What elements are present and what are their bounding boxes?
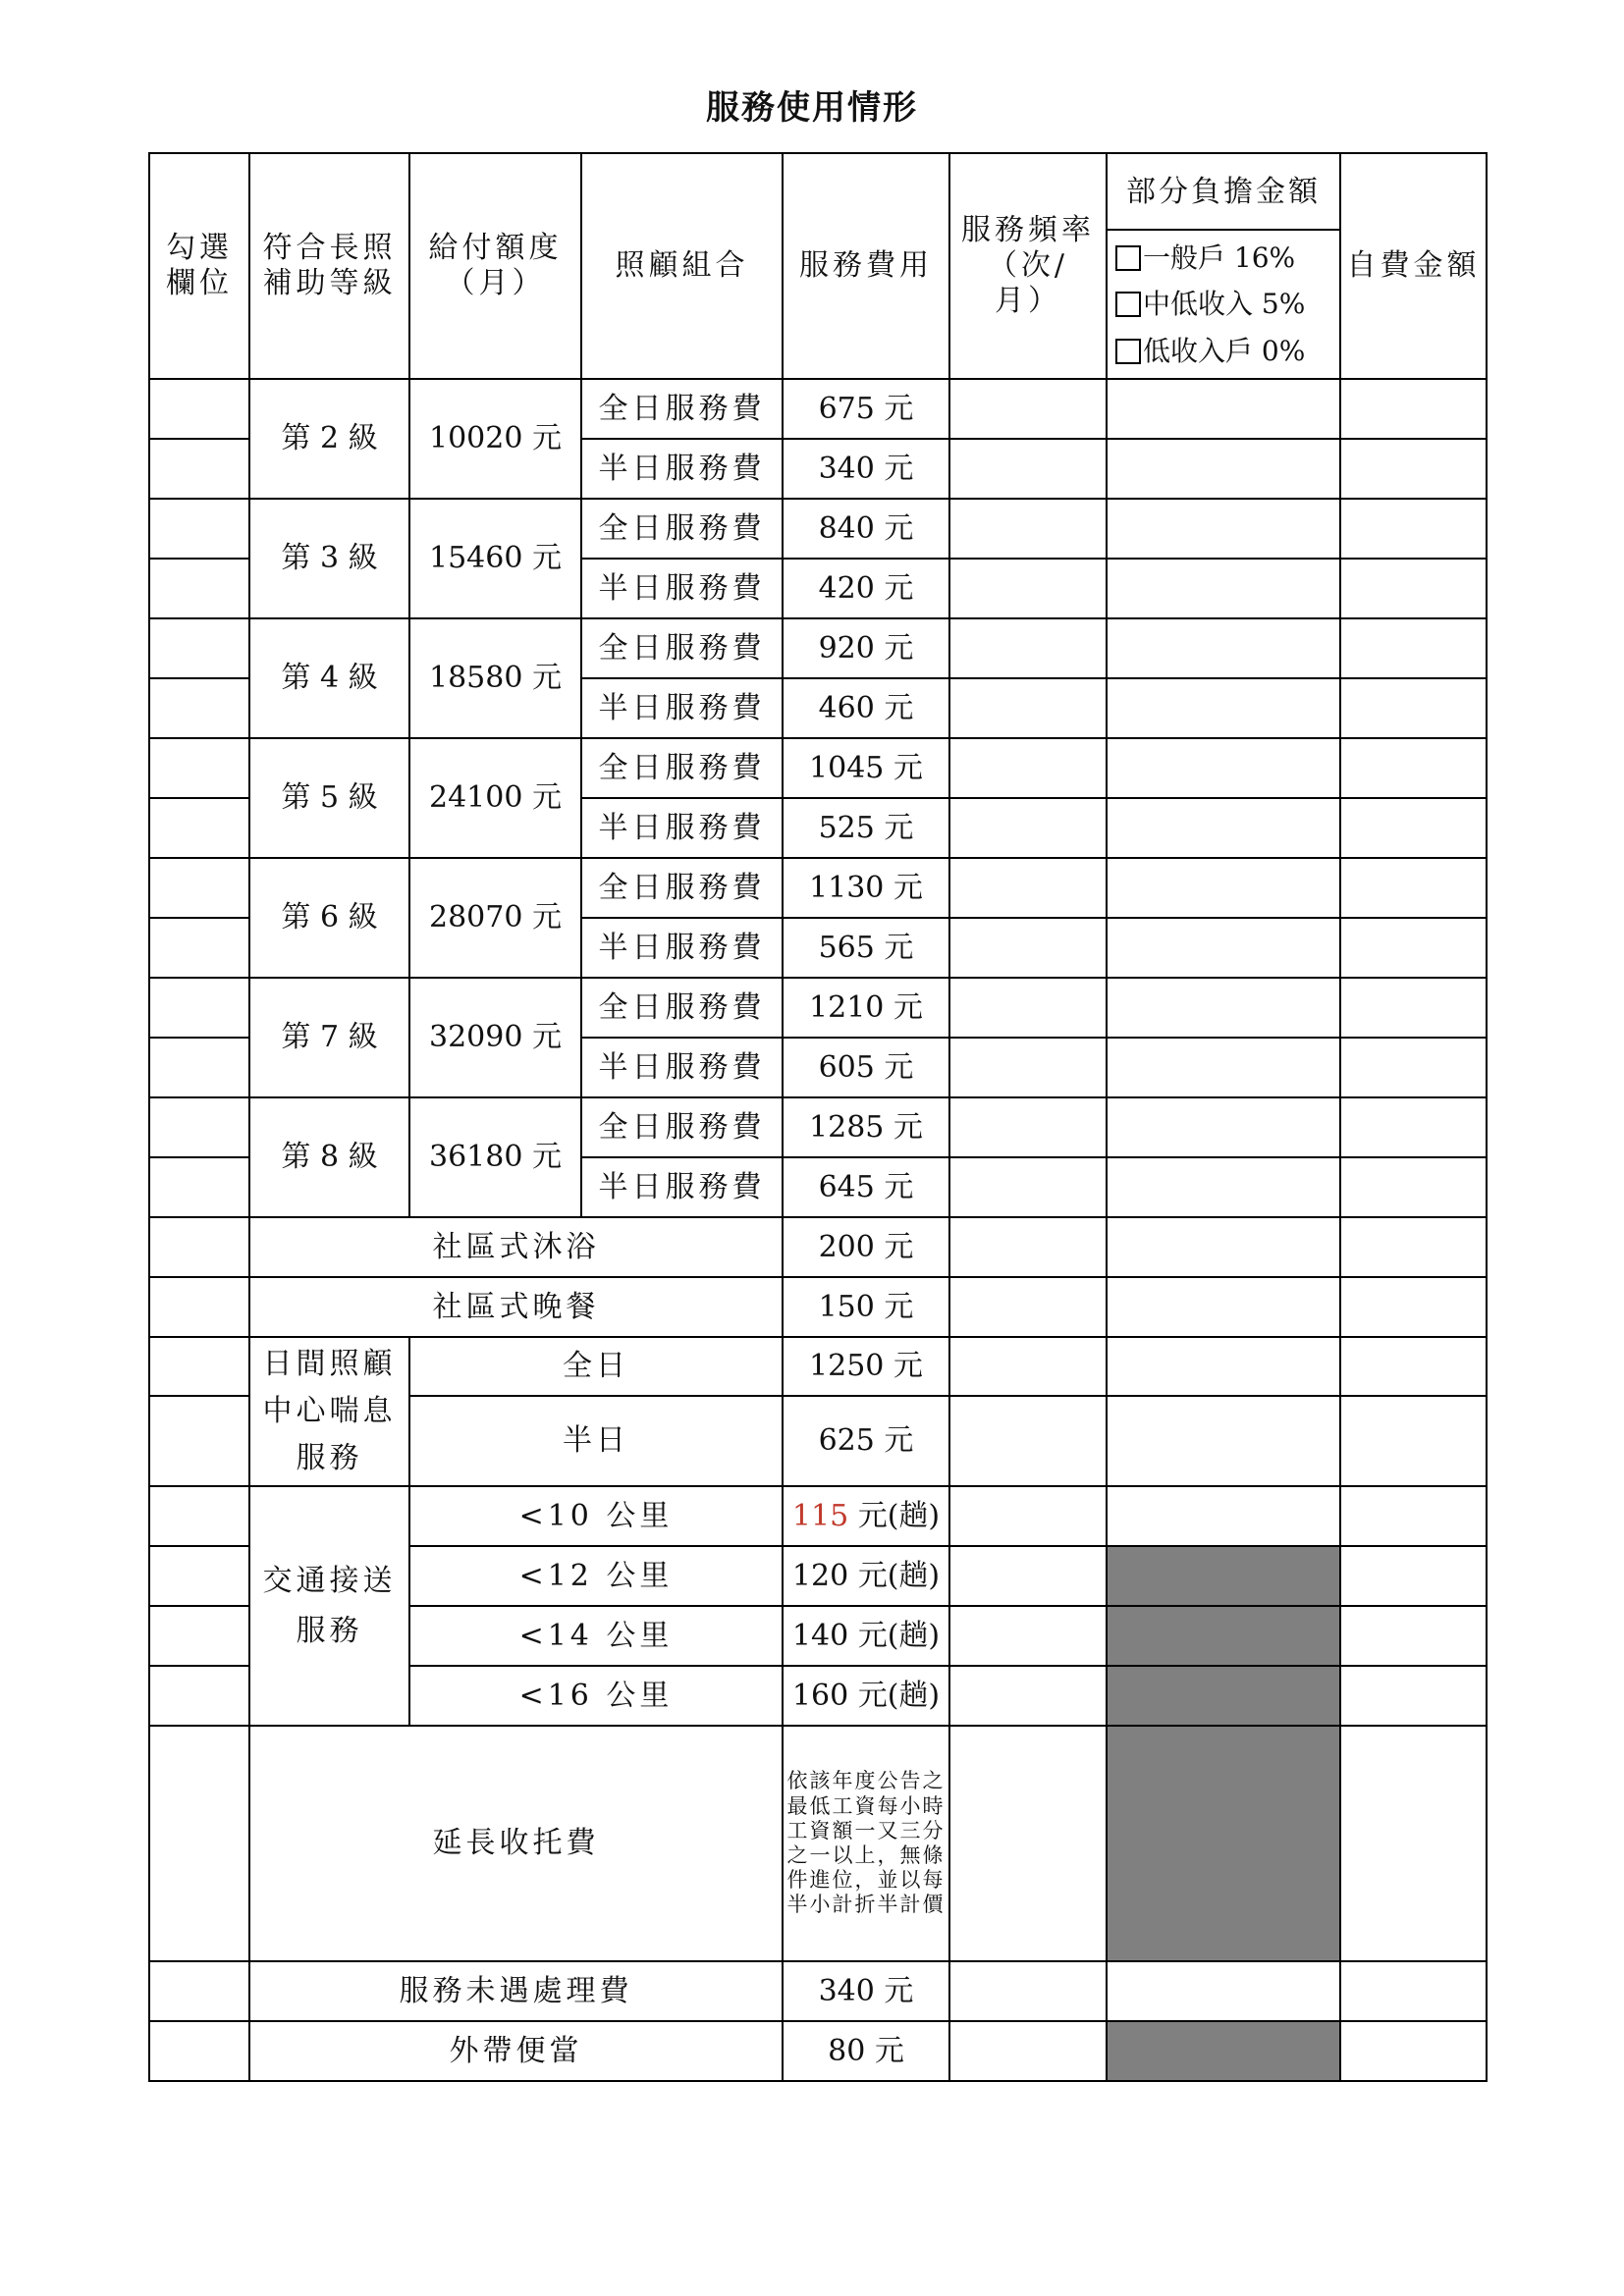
- level-cell: 第 7 級: [249, 978, 409, 1097]
- fee-cell: 605 元: [783, 1038, 949, 1097]
- fee-cell: 340 元: [783, 1961, 949, 2021]
- check-cell[interactable]: [149, 978, 249, 1038]
- header-level: 符合長照 補助等級: [249, 153, 409, 379]
- transport-unit: 元(趟): [848, 1558, 941, 1593]
- combo-cell: 半日服務費: [581, 678, 783, 738]
- frequency-input-cell[interactable]: [949, 798, 1107, 858]
- check-cell[interactable]: [149, 858, 249, 918]
- self-pay-cell[interactable]: [1340, 1337, 1487, 1396]
- fee-cell: 460 元: [783, 678, 949, 738]
- frequency-input-cell[interactable]: [949, 559, 1107, 618]
- combo-cell: 全日服務費: [581, 978, 783, 1038]
- frequency-input-cell[interactable]: [949, 499, 1107, 559]
- level-cell: 第 5 級: [249, 738, 409, 858]
- self-pay-cell[interactable]: [1340, 738, 1487, 798]
- self-pay-cell[interactable]: [1340, 499, 1487, 559]
- self-pay-cell[interactable]: [1340, 1097, 1487, 1157]
- copay-amount-cell[interactable]: [1107, 1396, 1340, 1486]
- copay-amount-cell: [1107, 1606, 1340, 1666]
- copay-amount-cell[interactable]: [1107, 559, 1340, 618]
- transport-unit: 元(趟): [848, 1618, 941, 1653]
- copay-amount-cell[interactable]: [1107, 918, 1340, 978]
- quota-cell: 28070 元: [409, 858, 581, 978]
- quota-cell: 10020 元: [409, 379, 581, 499]
- level-cell: 第 2 級: [249, 379, 409, 499]
- frequency-input-cell[interactable]: [949, 2021, 1107, 2081]
- combo-cell: 半日服務費: [581, 439, 783, 499]
- dinner-row: [149, 1277, 1487, 1337]
- check-cell[interactable]: [149, 1726, 249, 1961]
- self-pay-cell[interactable]: [1340, 1961, 1487, 2021]
- quota-cell: 32090 元: [409, 978, 581, 1097]
- transport-label: 交通接送 服務: [249, 1486, 409, 1726]
- copay-amount-cell[interactable]: [1107, 1486, 1340, 1546]
- check-cell[interactable]: [149, 1961, 249, 2021]
- extension-note: 依該年度公告之最低工資每小時工資額一又三分之一以上，無條件進位，並以每半小計折半計價: [783, 1726, 949, 1961]
- self-pay-cell[interactable]: [1340, 678, 1487, 738]
- distance-cell: <16 公里: [409, 1666, 783, 1726]
- frequency-input-cell[interactable]: [949, 1666, 1107, 1726]
- level-cell: 第 3 級: [249, 499, 409, 618]
- frequency-input-cell[interactable]: [949, 1217, 1107, 1277]
- frequency-input-cell[interactable]: [949, 1546, 1107, 1606]
- frequency-input-cell[interactable]: [949, 1726, 1107, 1961]
- frequency-input-cell[interactable]: [949, 439, 1107, 499]
- respite-label: 日間照顧 中心喘息 服務: [249, 1337, 409, 1486]
- check-cell[interactable]: [149, 678, 249, 738]
- respite-full-label: 全日: [409, 1337, 783, 1396]
- copay-amount-cell[interactable]: [1107, 1097, 1340, 1157]
- combo-cell: 全日服務費: [581, 1097, 783, 1157]
- level-cell: 第 6 級: [249, 858, 409, 978]
- check-cell[interactable]: [149, 379, 249, 439]
- fee-cell: 340 元: [783, 439, 949, 499]
- self-pay-cell[interactable]: [1340, 2021, 1487, 2081]
- fee-cell: 675 元: [783, 379, 949, 439]
- distance-cell: <12 公里: [409, 1546, 783, 1606]
- bath-row: [149, 1217, 1487, 1277]
- fee-cell: 1285 元: [783, 1097, 949, 1157]
- copay-amount-cell[interactable]: [1107, 618, 1340, 678]
- bath-label: 社區式沐浴: [249, 1217, 783, 1277]
- self-pay-cell[interactable]: [1340, 1726, 1487, 1961]
- copay-amount-cell[interactable]: [1107, 1277, 1340, 1337]
- transport-amount: 115: [791, 1498, 849, 1533]
- header-fee: 服務費用: [783, 153, 949, 379]
- level-row: [149, 1097, 1487, 1157]
- check-cell[interactable]: [149, 1666, 249, 1726]
- combo-cell: 半日服務費: [581, 559, 783, 618]
- fee-cell: 200 元: [783, 1217, 949, 1277]
- check-cell[interactable]: [149, 738, 249, 798]
- frequency-input-cell[interactable]: [949, 678, 1107, 738]
- page-title: 服務使用情形: [706, 88, 918, 128]
- header-quota: 給付額度 （月）: [409, 153, 581, 379]
- level-row: [149, 858, 1487, 918]
- checkbox-icon[interactable]: [1115, 339, 1141, 364]
- transport-unit: 元(趟): [848, 1498, 941, 1533]
- frequency-input-cell[interactable]: [949, 1961, 1107, 2021]
- copay-amount-cell[interactable]: [1107, 858, 1340, 918]
- copay-option-low[interactable]: 低收入戶 0%: [1111, 328, 1339, 375]
- combo-cell: 全日服務費: [581, 499, 783, 559]
- copay-options: [1108, 231, 1339, 377]
- level-cell: 第 4 級: [249, 618, 409, 738]
- level-row: [149, 978, 1487, 1038]
- fee-cell: 920 元: [783, 618, 949, 678]
- check-cell[interactable]: [149, 1546, 249, 1606]
- combo-cell: 全日服務費: [581, 858, 783, 918]
- transport-amount: 160: [791, 1678, 849, 1713]
- copay-title: 部分負擔金額: [1108, 156, 1339, 231]
- copay-amount-cell[interactable]: [1107, 1217, 1340, 1277]
- combo-cell: 全日服務費: [581, 618, 783, 678]
- fee-cell: 1130 元: [783, 858, 949, 918]
- check-cell[interactable]: [149, 1606, 249, 1666]
- check-cell[interactable]: [149, 1038, 249, 1097]
- self-pay-cell[interactable]: [1340, 618, 1487, 678]
- check-cell[interactable]: [149, 918, 249, 978]
- copay-amount-cell: [1107, 2021, 1340, 2081]
- self-pay-cell[interactable]: [1340, 798, 1487, 858]
- level-row: [149, 738, 1487, 798]
- transport-amount: 140: [791, 1618, 849, 1653]
- fee-cell: 1210 元: [783, 978, 949, 1038]
- combo-cell: 半日服務費: [581, 798, 783, 858]
- check-cell[interactable]: [149, 1396, 249, 1486]
- self-pay-cell[interactable]: [1340, 379, 1487, 439]
- copay-amount-cell[interactable]: [1107, 1157, 1340, 1217]
- header-self-pay: 自費金額: [1340, 153, 1487, 379]
- self-pay-cell[interactable]: [1340, 1038, 1487, 1097]
- checkbox-icon[interactable]: [1115, 245, 1141, 271]
- frequency-input-cell[interactable]: [949, 918, 1107, 978]
- level-cell: 第 8 級: [249, 1097, 409, 1217]
- frequency-input-cell[interactable]: [949, 1157, 1107, 1217]
- copay-amount-cell[interactable]: [1107, 678, 1340, 738]
- fee-cell: 525 元: [783, 798, 949, 858]
- combo-cell: 半日服務費: [581, 1038, 783, 1097]
- frequency-input-cell[interactable]: [949, 1097, 1107, 1157]
- transport-row: [149, 1486, 1487, 1546]
- self-pay-cell[interactable]: [1340, 439, 1487, 499]
- fee-cell: 1250 元: [783, 1337, 949, 1396]
- check-cell[interactable]: [149, 559, 249, 618]
- fee-cell: 645 元: [783, 1157, 949, 1217]
- check-cell[interactable]: [149, 499, 249, 559]
- fee-cell: [783, 1546, 949, 1606]
- transport-unit: 元(趟): [848, 1678, 941, 1713]
- copay-amount-cell: [1107, 1666, 1340, 1726]
- level-row: [149, 379, 1487, 439]
- copay-amount-cell: [1107, 1546, 1340, 1606]
- frequency-input-cell[interactable]: [949, 1277, 1107, 1337]
- self-pay-cell[interactable]: [1340, 1277, 1487, 1337]
- header-copay: [1107, 153, 1340, 379]
- check-cell[interactable]: [149, 1157, 249, 1217]
- level-row: [149, 618, 1487, 678]
- check-cell[interactable]: [149, 2021, 249, 2081]
- combo-cell: 全日服務費: [581, 738, 783, 798]
- frequency-input-cell[interactable]: [949, 618, 1107, 678]
- combo-cell: 半日服務費: [581, 918, 783, 978]
- check-cell[interactable]: [149, 1097, 249, 1157]
- quota-cell: 36180 元: [409, 1097, 581, 1217]
- fee-cell: 80 元: [783, 2021, 949, 2081]
- frequency-input-cell[interactable]: [949, 1038, 1107, 1097]
- frequency-input-cell[interactable]: [949, 1396, 1107, 1486]
- transport-amount: 120: [791, 1558, 849, 1593]
- copay-amount-cell[interactable]: [1107, 978, 1340, 1038]
- copay-amount-cell[interactable]: [1107, 738, 1340, 798]
- respite-row: [149, 1337, 1487, 1396]
- fee-cell: [783, 1666, 949, 1726]
- check-cell[interactable]: [149, 618, 249, 678]
- frequency-input-cell[interactable]: [949, 379, 1107, 439]
- fee-cell: 1045 元: [783, 738, 949, 798]
- level-row: [149, 499, 1487, 559]
- frequency-input-cell[interactable]: [949, 858, 1107, 918]
- takeout-label: 外帶便當: [249, 2021, 783, 2081]
- fee-cell: [783, 1606, 949, 1666]
- no-show-label: 服務未遇處理費: [249, 1961, 783, 2021]
- self-pay-cell[interactable]: [1340, 1546, 1487, 1606]
- extension-label: 延長收托費: [249, 1726, 783, 1961]
- fee-cell: 625 元: [783, 1396, 949, 1486]
- takeout-row: [149, 2021, 1487, 2081]
- frequency-input-cell[interactable]: [949, 738, 1107, 798]
- check-cell[interactable]: [149, 1277, 249, 1337]
- extension-row: [149, 1726, 1487, 1961]
- check-cell[interactable]: [149, 798, 249, 858]
- frequency-input-cell[interactable]: [949, 1606, 1107, 1666]
- check-cell[interactable]: [149, 1486, 249, 1546]
- combo-cell: 全日服務費: [581, 379, 783, 439]
- frequency-input-cell[interactable]: [949, 1486, 1107, 1546]
- fee-cell: 565 元: [783, 918, 949, 978]
- self-pay-cell[interactable]: [1340, 1486, 1487, 1546]
- self-pay-cell[interactable]: [1340, 918, 1487, 978]
- copay-amount-cell: [1107, 1726, 1340, 1961]
- checkbox-icon[interactable]: [1115, 292, 1141, 317]
- copay-amount-cell[interactable]: [1107, 1038, 1340, 1097]
- respite-half-label: 半日: [409, 1396, 783, 1486]
- self-pay-cell[interactable]: [1340, 1396, 1487, 1486]
- no-show-row: [149, 1961, 1487, 2021]
- distance-cell: <10 公里: [409, 1486, 783, 1546]
- self-pay-cell[interactable]: [1340, 1666, 1487, 1726]
- copay-amount-cell[interactable]: [1107, 379, 1340, 439]
- service-usage-table: [148, 152, 1488, 2082]
- self-pay-cell[interactable]: [1340, 1606, 1487, 1666]
- copay-amount-cell[interactable]: [1107, 1337, 1340, 1396]
- header-row: [149, 153, 1487, 379]
- copay-amount-cell[interactable]: [1107, 499, 1340, 559]
- fee-cell: 150 元: [783, 1277, 949, 1337]
- fee-cell: [783, 1486, 949, 1546]
- fee-cell: 420 元: [783, 559, 949, 618]
- check-cell[interactable]: [149, 439, 249, 499]
- quota-cell: 24100 元: [409, 738, 581, 858]
- copay-amount-cell[interactable]: [1107, 439, 1340, 499]
- frequency-input-cell[interactable]: [949, 978, 1107, 1038]
- dinner-label: 社區式晚餐: [249, 1277, 783, 1337]
- header-combo: 照顧組合: [581, 153, 783, 379]
- copay-amount-cell[interactable]: [1107, 798, 1340, 858]
- copay-option-general[interactable]: 一般戶 16%: [1111, 235, 1339, 282]
- quota-cell: 18580 元: [409, 618, 581, 738]
- copay-option-mid-low[interactable]: 中低收入 5%: [1111, 281, 1339, 328]
- copay-amount-cell[interactable]: [1107, 1961, 1340, 2021]
- self-pay-cell[interactable]: [1340, 1157, 1487, 1217]
- fee-cell: 840 元: [783, 499, 949, 559]
- check-cell[interactable]: [149, 1337, 249, 1396]
- self-pay-cell[interactable]: [1340, 858, 1487, 918]
- combo-cell: 半日服務費: [581, 1157, 783, 1217]
- self-pay-cell[interactable]: [1340, 559, 1487, 618]
- self-pay-cell[interactable]: [1340, 1217, 1487, 1277]
- header-check: 勾選 欄位: [149, 153, 249, 379]
- quota-cell: 15460 元: [409, 499, 581, 618]
- header-frequency: 服務頻率 （次/ 月）: [949, 153, 1107, 379]
- check-cell[interactable]: [149, 1217, 249, 1277]
- frequency-input-cell[interactable]: [949, 1337, 1107, 1396]
- self-pay-cell[interactable]: [1340, 978, 1487, 1038]
- distance-cell: <14 公里: [409, 1606, 783, 1666]
